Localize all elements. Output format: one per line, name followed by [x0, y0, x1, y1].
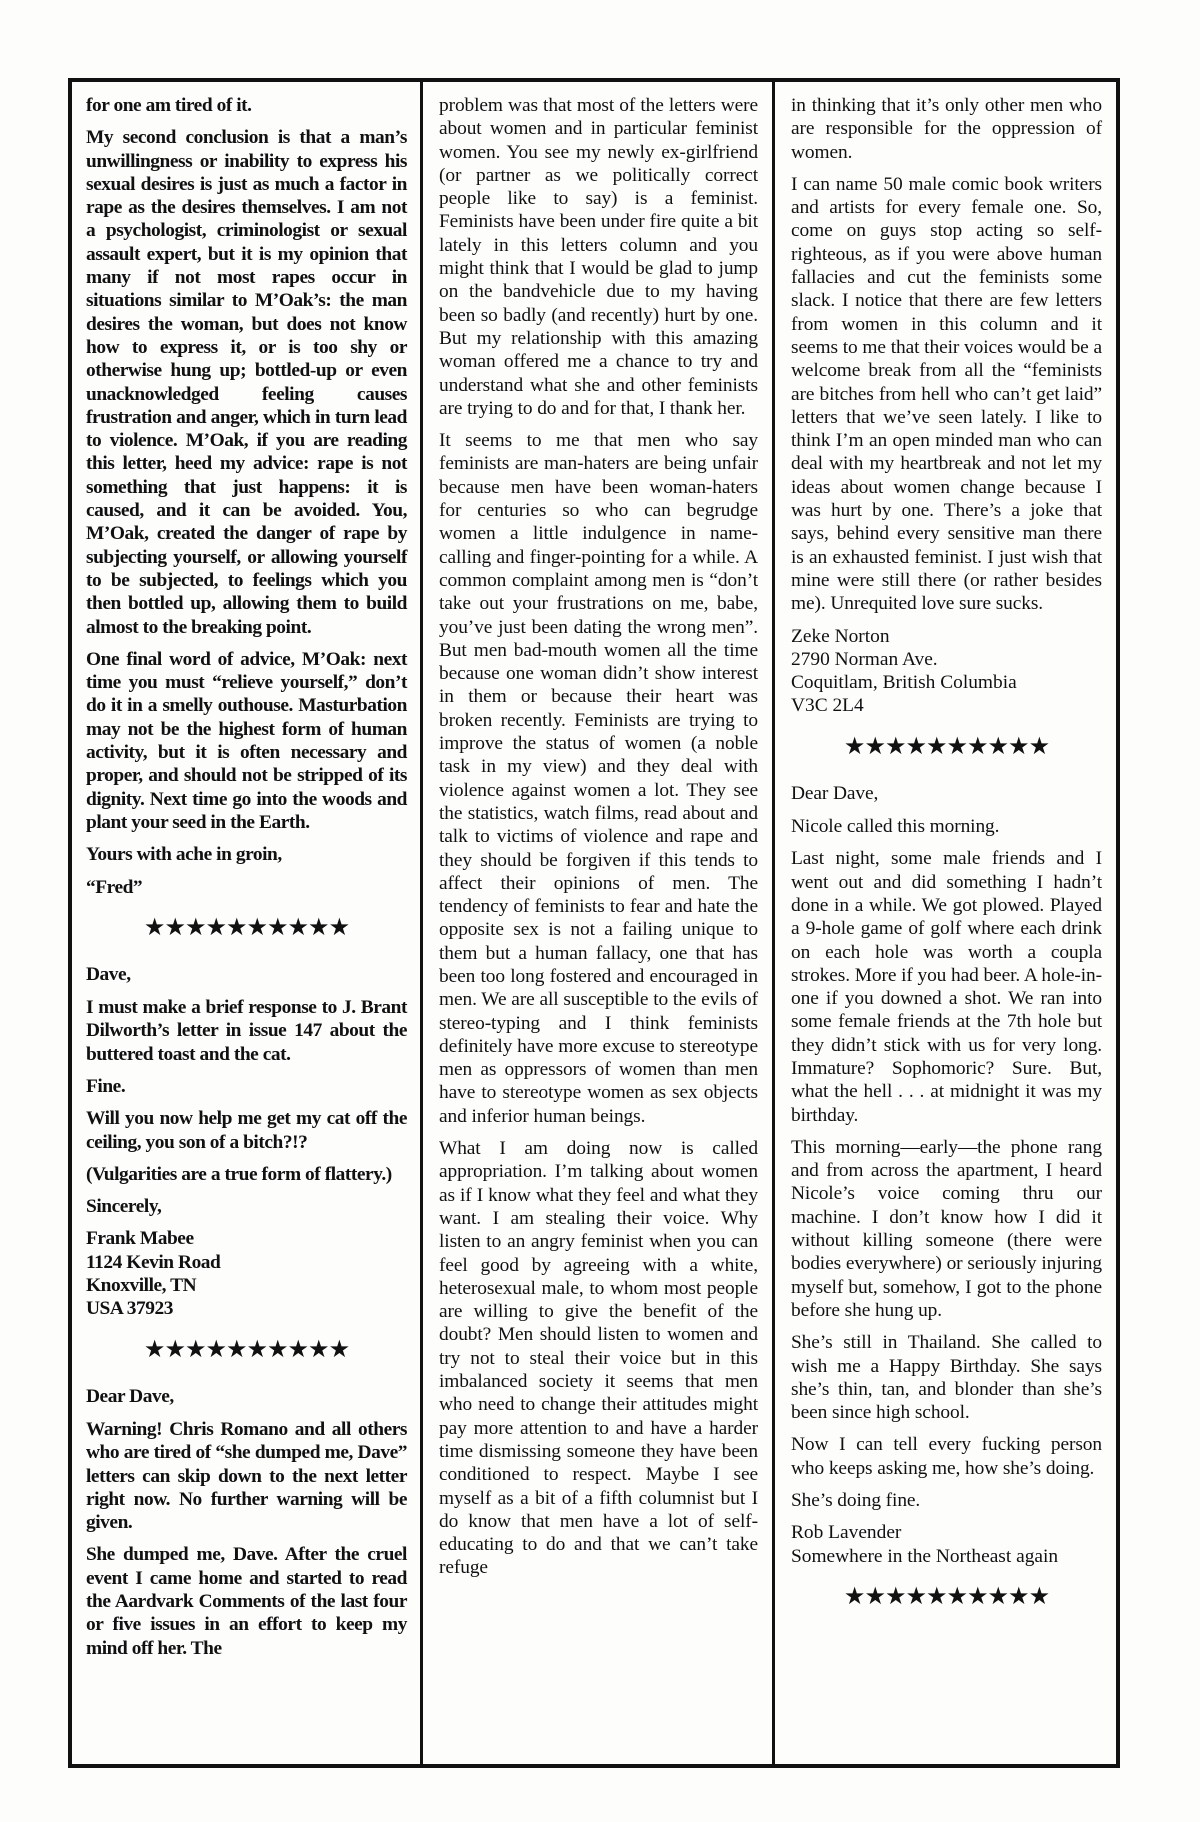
- letter-signature: [86, 876, 407, 899]
- letters-page-frame: [68, 78, 1120, 1768]
- signature-line: Somewhere in the Northeast again: [791, 1545, 1059, 1567]
- letter-paragraph: Nicole called this morning.: [791, 816, 1000, 838]
- letter-paragraph: She’s still in Thailand. She called to wish me a Happy Birthday. She says she’s thin, tan, and blonder than she’s been since high school.: [791, 1332, 1102, 1424]
- letter-paragraph: Last night, some male friends and I went out and did something I hadn’t done in a while. We got plowed. Played a 9-hole game of golf where each drink on each hole was worth a coupla strokes. More if you had beer. A hole-in-one if you downed a shot. We ran into some female friends at the 7th hole but they didn’t stick with us for very long. Immature? Sophomoric? Sure. But, what the hell . . . at midnight it was my birthday.: [791, 848, 1102, 1126]
- signature-line: Rob Lavender: [791, 1522, 902, 1544]
- star-divider-icon: ★★★★★★★★★★: [143, 912, 350, 941]
- star-divider-icon: ★★★★★★★★★★: [843, 1581, 1050, 1610]
- star-divider-icon: ★★★★★★★★★★: [143, 1334, 350, 1363]
- letter-paragraph: What I am doing now is called appropriation. I’m talking about women as if I know what they feel and what they want. I am stealing their voice. Why listen to an angry feminist when you can feel good by agreeing with a white, heterosexual male, to whom most people are willing to give the benefit of the doubt? Men should listen to women and try not to steal their voice but in this imbalanced society it seems that men who need to change their attitudes might pay more attention to and have a harder time dismissing someone they have been conditioned to respect. Maybe I see myself as a bit of a fifth columnist but I do know that men have a lot of self-educating to do and that we can’t take refuge: [439, 1138, 758, 1579]
- signature-line: 1124 Kevin Road: [86, 1251, 221, 1273]
- letter-paragraph: It seems to me that men who say feminists are man-haters are being unfair because men have been woman-haters for centuries so who can begrudge women a little indulgence in name-calling and finger-pointing for a while. A common complaint among men is “don’t take out your frustrations on me, babe, you’ve just been dating the wrong men”. But men bad-mouth women all the time because one woman didn’t show interest in them or because their heart was broken recently. Feminists are trying to improve the status of women (a noble task in my view) and they deal with violence against women a lot. They see the statistics, watch films, read about and talk to victims of violence and rape and they should be forgiven if this tends to affect their opinions of men. The tendency of feminists to fear and hate the opposite sex is not a failing unique to them but a human fallacy, one that has been too long fostered and encouraged in men. We are all susceptible to the evils of stereo-typing and I think feminists definitely have more excuse to stereotype men as oppressors of women than men have to stereotype women as sex objects and inferior human beings.: [439, 430, 758, 1127]
- letter-paragraph: Will you now help me get my cat off the ceiling, you son of a bitch?!?: [86, 1108, 407, 1153]
- letter-signature: [791, 625, 1102, 718]
- signature-line: USA 37923: [86, 1298, 173, 1320]
- letter-paragraph: (Vulgarities are a true form of flattery.): [86, 1163, 392, 1185]
- letter-signature: [86, 1227, 407, 1320]
- letter-paragraph: Fine.: [86, 1075, 126, 1097]
- signature-line: Coquitlam, British Columbia: [791, 672, 1017, 694]
- column-right: [772, 82, 1116, 1764]
- letter-paragraph: Warning! Chris Romano and all others who are tired of “she dumped me, Dave” letters can skip down to the next letter right now. No further warning will be given.: [86, 1418, 407, 1534]
- letter-paragraph: Yours with ache in groin,: [86, 844, 282, 866]
- star-divider-icon: ★★★★★★★★★★: [843, 731, 1050, 760]
- signature-line: Knoxville, TN: [86, 1275, 197, 1297]
- letter-paragraph: She dumped me, Dave. After the cruel event I came home and started to read the Aardvark Comments of the last four or five issues in an effort to keep my mind off her. The: [86, 1544, 407, 1659]
- letter-paragraph: Sincerely,: [86, 1196, 162, 1218]
- letter-paragraph: in thinking that it’s only other men who are responsible for the oppression of women.: [791, 95, 1102, 163]
- signature-line: Zeke Norton: [791, 625, 890, 647]
- letter-paragraph: I can name 50 male comic book writers and artists for every female one. So, come on guys stop acting so self-righteous, as if you were above human fallacies and cut the feminists some slack. I notice that there are few letters from women in this column and it seems to me that their voices would be a welcome break from all the “feminists are bitches from hell who can’t get laid” letters that we’ve seen lately. I like to think I’m an open minded man who can deal with my heartbreak and not let my ideas about women change because I was hurt by one. There’s a joke that says, behind every sensitive man there is an exhausted feminist. I just wish that mine were still there (or rather besides me). Unrequited love sure sucks.: [791, 173, 1102, 615]
- letter-paragraph: She’s doing fine.: [791, 1490, 921, 1512]
- letter-signature: [791, 1521, 1102, 1568]
- signature-line: 2790 Norman Ave.: [791, 648, 938, 670]
- letter-salutation: Dear Dave,: [86, 1385, 174, 1407]
- letter-paragraph: I must make a brief response to J. Brant Dilworth’s letter in issue 147 about the buttered toast and the cat.: [86, 997, 407, 1065]
- letter-paragraph: problem was that most of the letters were about women and in particular feminist women. You see my newly ex-girlfriend (or partner as we politically correct people like to say) is a feminist. Feminists have been under fire quite a bit lately in this letters column and you might think that I would be glad to jump on the bandvehicle due to my having been so badly (and recently) hurt by one. But my relationship with this amazing woman offered me a chance to try and understand what she and other feminists are trying to do and for that, I thank her.: [439, 95, 758, 419]
- letter-paragraph: This morning—early—the phone rang and from across the apartment, I heard Nicole’s voice coming thru our machine. I don’t know how I did it without killing someone (there were bodies everywhere) or seriously injuring myself but, somehow, I got to the phone before she hung up.: [791, 1136, 1102, 1321]
- signature-line: V3C 2L4: [791, 695, 864, 717]
- letter-salutation: Dear Dave,: [791, 782, 879, 804]
- signature-line: “Fred”: [86, 876, 143, 898]
- letter-paragraph: My second conclusion is that a man’s unwillingness or inability to express his sexual desires is just as much a factor in rape as the desires themselves. I am not a psychologist, criminologist or sexual assault expert, but it is my opinion that many if not most rapes occur in situations similar to M’Oak’s: the man desires the woman, but does not know how to express it, or is too shy or otherwise hung up; bottled-up or even unacknowledged feeling causes frustration and anger, which in turn lead to violence. M’Oak, if you are reading this letter, heed my advice: rape is not something that just happens: it is caused, and it can be avoided. You, M’Oak, created the danger of rape by subjecting yourself, or allowing yourself to be subjected, to feelings which you then bottled up, allowing them to build almost to the breaking point.: [86, 127, 407, 638]
- column-middle: [420, 82, 772, 1764]
- signature-line: Frank Mabee: [86, 1228, 194, 1250]
- column-left: [72, 82, 420, 1764]
- letter-paragraph: One final word of advice, M’Oak: next time you must “relieve yourself,” don’t do it in a smelly outhouse. Masturbation may not be the highest form of human activity, but it is often necessary and proper, and should not be stripped of its dignity. Next time go into the woods and plant your seed in the Earth.: [86, 648, 407, 833]
- letter-paragraph: for one am tired of it.: [86, 95, 252, 116]
- letter-salutation: Dave,: [86, 963, 131, 985]
- letter-paragraph: Now I can tell every fucking person who keeps asking me, how she’s doing.: [791, 1434, 1102, 1479]
